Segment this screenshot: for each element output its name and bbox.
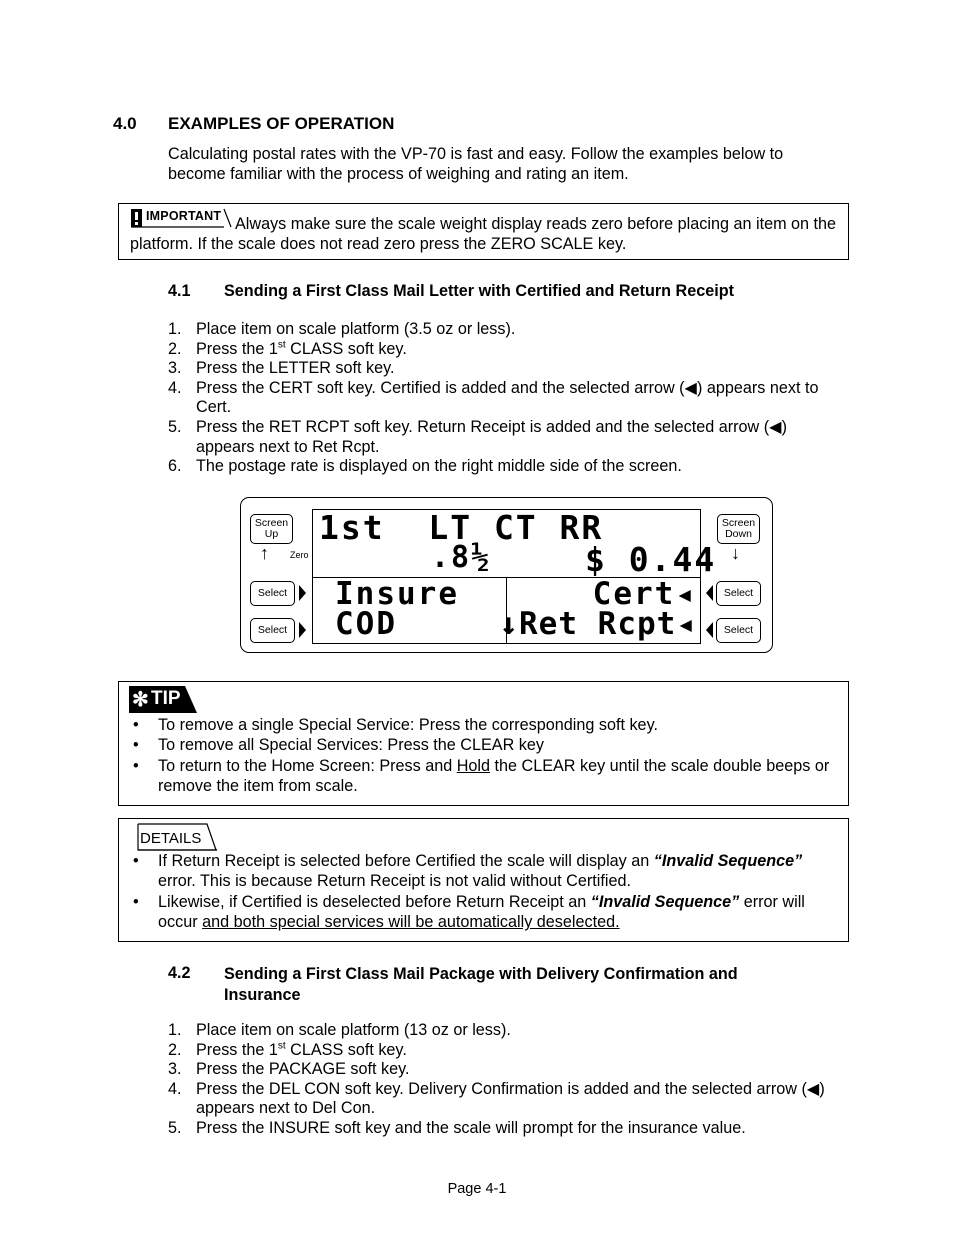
list-item: 2. Press the 1st CLASS soft key. — [168, 339, 407, 358]
important-label: IMPORTANT — [146, 209, 222, 223]
lcd-right-1: Cert◂ — [592, 576, 696, 612]
details-box — [118, 818, 849, 942]
lcd-rate: $ 0.44 — [585, 540, 717, 579]
up-arrow-icon: ↑ — [260, 543, 269, 563]
list-item: 3. Press the LETTER soft key. — [168, 359, 395, 378]
important-text: Always make sure the scale weight display reads zero before placing an item on the platform. If the scale does not read zero press the ZERO SCALE key. — [130, 215, 837, 253]
pointer-left-icon — [706, 622, 713, 638]
select-key-right-1: Select — [716, 581, 761, 606]
zero-label: Zero — [290, 550, 309, 560]
section-title: EXAMPLES OF OPERATION — [168, 114, 395, 133]
details-list — [119, 851, 831, 933]
scale-display-illustration — [240, 497, 773, 653]
tip-list — [119, 715, 831, 797]
steps-list-42 — [168, 1021, 848, 1139]
list-item: 1. Place item on scale platform (13 oz or less). — [168, 1021, 511, 1039]
subsection-title: Sending a First Class Mail Letter with Certified and Return Receipt — [224, 282, 734, 300]
subsection-number: 4.2 — [168, 964, 191, 982]
list-item: 1. Place item on scale platform (3.5 oz or less). — [168, 320, 516, 338]
lcd-top-line: 1st LT CT RR — [319, 508, 604, 547]
list-item: • To return to the Home Screen: Press and Hold the CLEAR key until the scale double beeps or remove the item from scale. — [133, 756, 830, 796]
lcd-left-1: Insure — [335, 576, 459, 612]
list-item: • If Return Receipt is selected before Certified the scale will display an “Invalid Sequence” error. This is because Return Receipt is not valid without Certified. — [133, 852, 803, 891]
tip-box — [118, 681, 849, 806]
list-item: 4. Press the CERT soft key. Certified is added and the selected arrow (◀) appears next to Cert. — [168, 378, 819, 417]
list-item: • To remove a single Special Service: Press the corresponding soft key. — [133, 716, 658, 734]
select-key-right-2: Select — [716, 618, 761, 643]
details-label: DETAILS — [140, 830, 202, 847]
section-number: 4.0 — [113, 114, 137, 133]
asterisk-icon: ✻ — [132, 689, 149, 711]
subsection-number: 4.1 — [168, 282, 191, 300]
tip-label: TIP — [151, 688, 181, 709]
intro-paragraph: Calculating postal rates with the VP-70 is fast and easy. Follow the examples below to become familiar with the process of weighing and rating an item. — [168, 145, 784, 183]
subsection-title: Sending a First Class Mail Package with Delivery Confirmation and Insurance — [224, 965, 738, 1004]
select-key-left-2: Select — [250, 618, 295, 643]
list-item: 5. Press the INSURE soft key and the scale will prompt for the insurance value. — [168, 1118, 746, 1137]
screen-down-key: Screen Down — [717, 514, 760, 544]
pointer-left-icon — [706, 585, 713, 601]
list-item: • Likewise, if Certified is deselected before Return Receipt an “Invalid Sequence” error will occur and both special services will be automatically deselected. — [133, 892, 805, 932]
lcd-right-2: ↓Ret Rcpt◂ — [499, 606, 696, 642]
list-item: 4. Press the DEL CON soft key. Delivery Confirmation is added and the selected arrow (◀) appears next to Del Con. — [168, 1079, 825, 1118]
select-key-left-1: Select — [250, 581, 295, 606]
page-number: Page 4-1 — [447, 1181, 507, 1197]
list-item: 5. Press the RET RCPT soft key. Return Receipt is added and the selected arrow (◀) appears next to Ret Rcpt. — [168, 417, 787, 456]
list-item: 6. The postage rate is displayed on the right middle side of the screen. — [168, 457, 682, 476]
lcd-weight: .8½ — [431, 540, 492, 575]
list-item: • To remove all Special Services: Press the CLEAR key — [133, 736, 544, 755]
details-tag — [137, 823, 217, 851]
down-arrow-icon: ↓ — [731, 543, 740, 563]
lcd-screen — [312, 508, 717, 644]
pointer-right-icon — [299, 622, 306, 638]
lcd-left-2: COD — [335, 606, 397, 642]
list-item: 3. Press the PACKAGE soft key. — [168, 1060, 410, 1079]
tip-tag — [129, 685, 199, 715]
screen-up-key: Screen Up — [250, 514, 293, 544]
pointer-right-icon — [299, 585, 306, 601]
list-item: 2. Press the 1st CLASS soft key. — [168, 1040, 407, 1059]
important-box — [118, 203, 849, 260]
steps-list-41 — [168, 320, 848, 477]
